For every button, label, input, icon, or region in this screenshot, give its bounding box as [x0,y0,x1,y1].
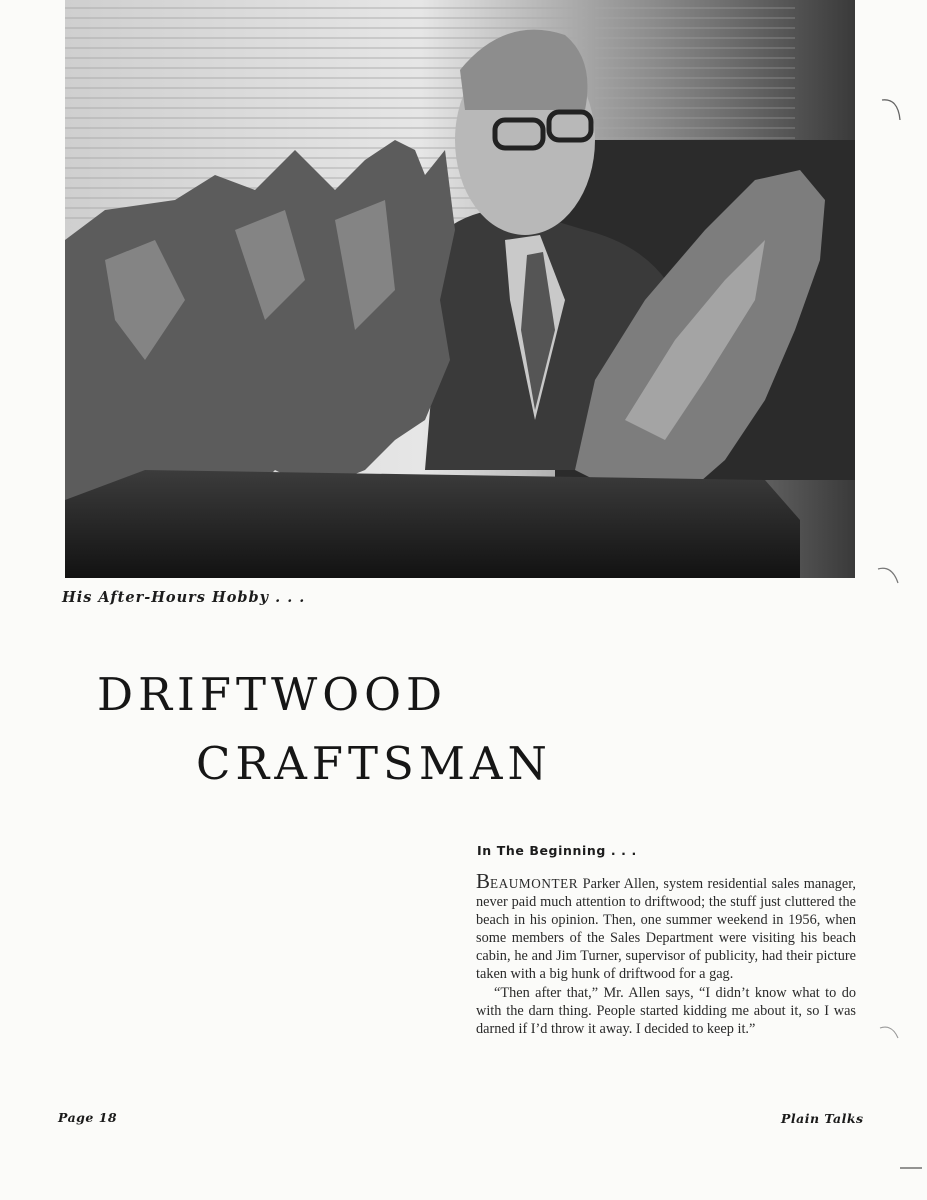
article-body [476,869,856,1038]
paragraph-2: “Then after that,” Mr. Allen says, “I didn’t know what to do with the darn thing. People started kidding me about it, so I was darned if I’d throw it away. I decided to keep it.” [476,984,856,1037]
hero-photo [65,0,855,578]
drop-cap: B [476,869,491,893]
binder-mark-icon [876,563,900,589]
binder-mark-icon [880,96,904,126]
page-number: Page 18 [58,1110,118,1125]
binder-mark-icon [878,1022,900,1042]
paragraph-1-text: Parker Allen, system residential sales manager, never paid much attention to driftwood; the stuff just cluttered the beach in his opinion. Then, one summer weekend in 1956, when some members of the Sales Department were visiting his beach cabin, he and Jim Turner, supervisor of publicity, had their picture taken with a big hunk of driftwood for a gag. [476,876,856,983]
paragraph-1 [476,869,856,984]
section-heading: In The Beginning . . . [477,843,637,858]
article-title-line-1: DRIFTWOOD [97,668,448,721]
publication-name: Plain Talks [781,1111,864,1126]
scan-mark-icon [900,1165,924,1171]
photo-man-with-driftwood-icon [65,0,855,578]
photo-caption: His After-Hours Hobby . . . [62,589,306,606]
article-title-line-2: CRAFTSMAN [196,737,552,790]
lead-in-caps: EAUMONTER [490,876,579,891]
